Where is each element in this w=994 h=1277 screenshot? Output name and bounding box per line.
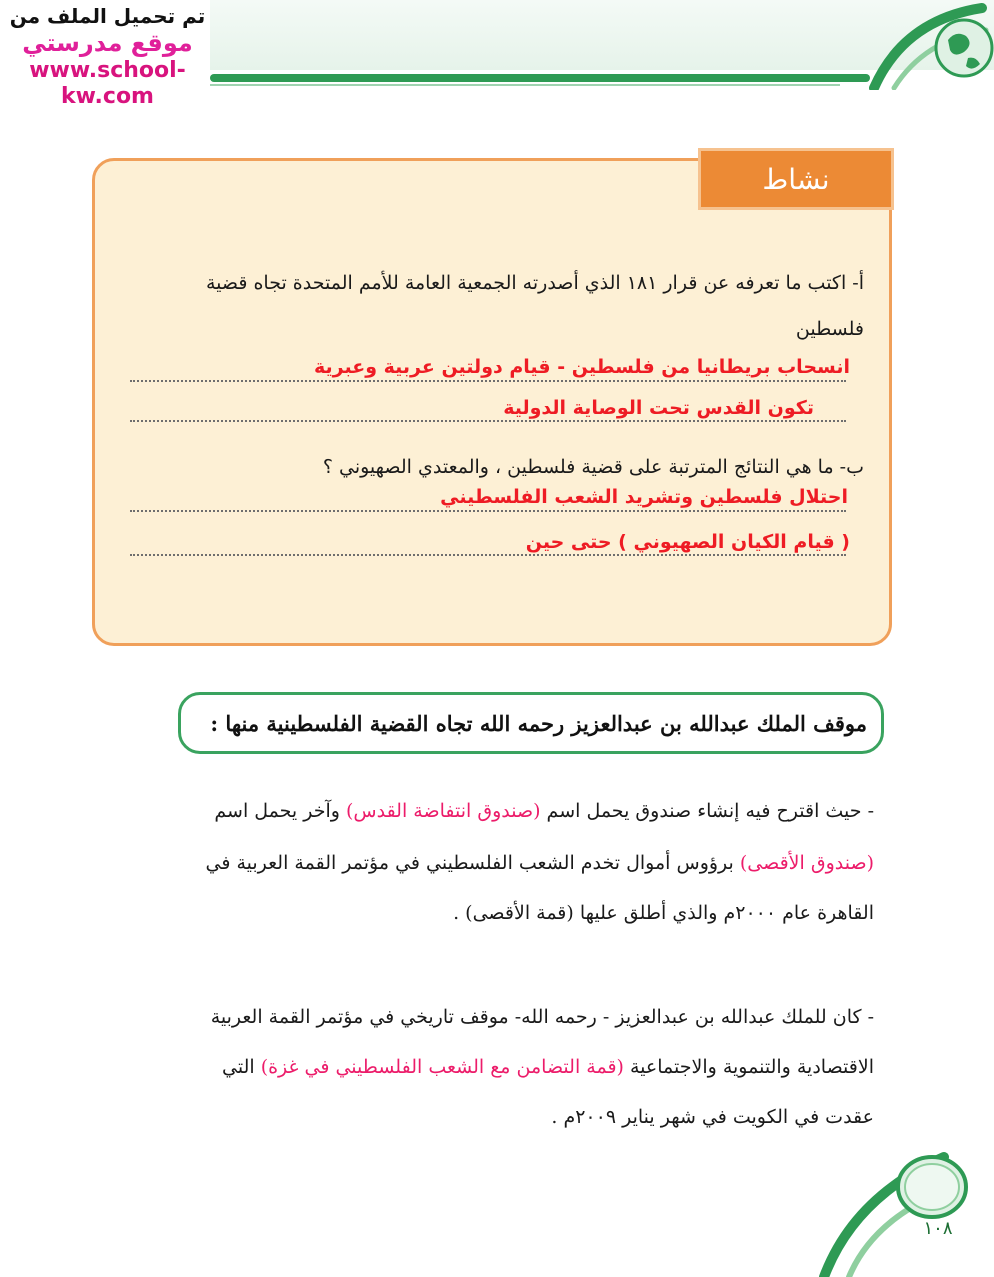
paragraph2-line1: - كان للملك عبدالله بن عبدالعزيز - رحمه الله- موقف تاريخي في مؤتمر القمة العربية [210, 1006, 874, 1028]
activity-tab [698, 148, 894, 210]
answer-line-1 [130, 378, 846, 382]
answer-line-3 [130, 508, 846, 512]
question-a-line1: أ- اكتب ما تعرفه عن قرار ١٨١ الذي أصدرته الجمعية العامة للأمم المتحدة تجاه قضية [205, 272, 864, 294]
activity-tab-label: نشاط [762, 162, 830, 196]
question-b: ب- ما هي النتائج المترتبة على قضية فلسطين ، والمعتدي الصهيوني ؟ [322, 456, 864, 478]
watermark-site-name: موقع مدرستي [22, 29, 193, 57]
header-green-rule-thin [210, 84, 840, 86]
header-green-rule [210, 74, 870, 82]
answer-a-line2: تكون القدس تحت الوصاية الدولية [499, 397, 818, 419]
paragraph2-line3: عقدت في الكويت في شهر يناير ٢٠٠٩م . [551, 1106, 874, 1128]
paragraph1-line2 [205, 852, 874, 874]
question-a-line2: فلسطين [795, 318, 864, 340]
paragraph2-line2 [222, 1056, 874, 1078]
globe-icon [864, 0, 994, 90]
answer-b-line2: ( قيام الكيان الصهيوني ) حتى حين [522, 531, 854, 553]
paragraph1-line1-text-b: وآخر يحمل اسم [214, 800, 346, 822]
fund-name-aqsa: (صندوق الأقصى) [739, 852, 874, 874]
page-number: ١٠٨ [923, 1217, 953, 1239]
fund-name-quds: (صندوق انتفاضة القدس) [345, 800, 541, 822]
section-heading-box [178, 692, 884, 754]
paragraph1-line3: القاهرة عام ٢٠٠٠م والذي أطلق عليها (قمة الأقصى) . [453, 902, 874, 924]
answer-a-line1: انسحاب بريطانيا من فلسطين - قيام دولتين عربية وعبرية [310, 356, 854, 378]
summit-name: (قمة التضامن مع الشعب الفلسطيني في غزة) [260, 1056, 624, 1078]
paragraph2-line2-text-a: الاقتصادية والتنموية والاجتماعية [623, 1056, 874, 1078]
paragraph1-line1 [214, 800, 874, 822]
answer-b-line1: احتلال فلسطين وتشريد الشعب الفلسطيني [436, 486, 852, 508]
watermark-caption: تم تحميل الملف من [9, 4, 206, 28]
paragraph1-line2-text: برؤوس أموال تخدم الشعب الفلسطيني في مؤتمر القمة العربية في [205, 852, 740, 874]
paragraph2-line2-text-b: التي [222, 1056, 261, 1078]
section-heading: موقف الملك عبدالله بن عبدالعزيز رحمه الله تجاه القضية الفلسطينية منها : [210, 710, 867, 736]
paragraph1-line1-text-a: - حيث اقترح فيه إنشاء صندوق يحمل اسم [540, 800, 874, 822]
watermark-url[interactable]: www.school-kw.com [29, 58, 186, 109]
site-watermark [0, 0, 215, 109]
